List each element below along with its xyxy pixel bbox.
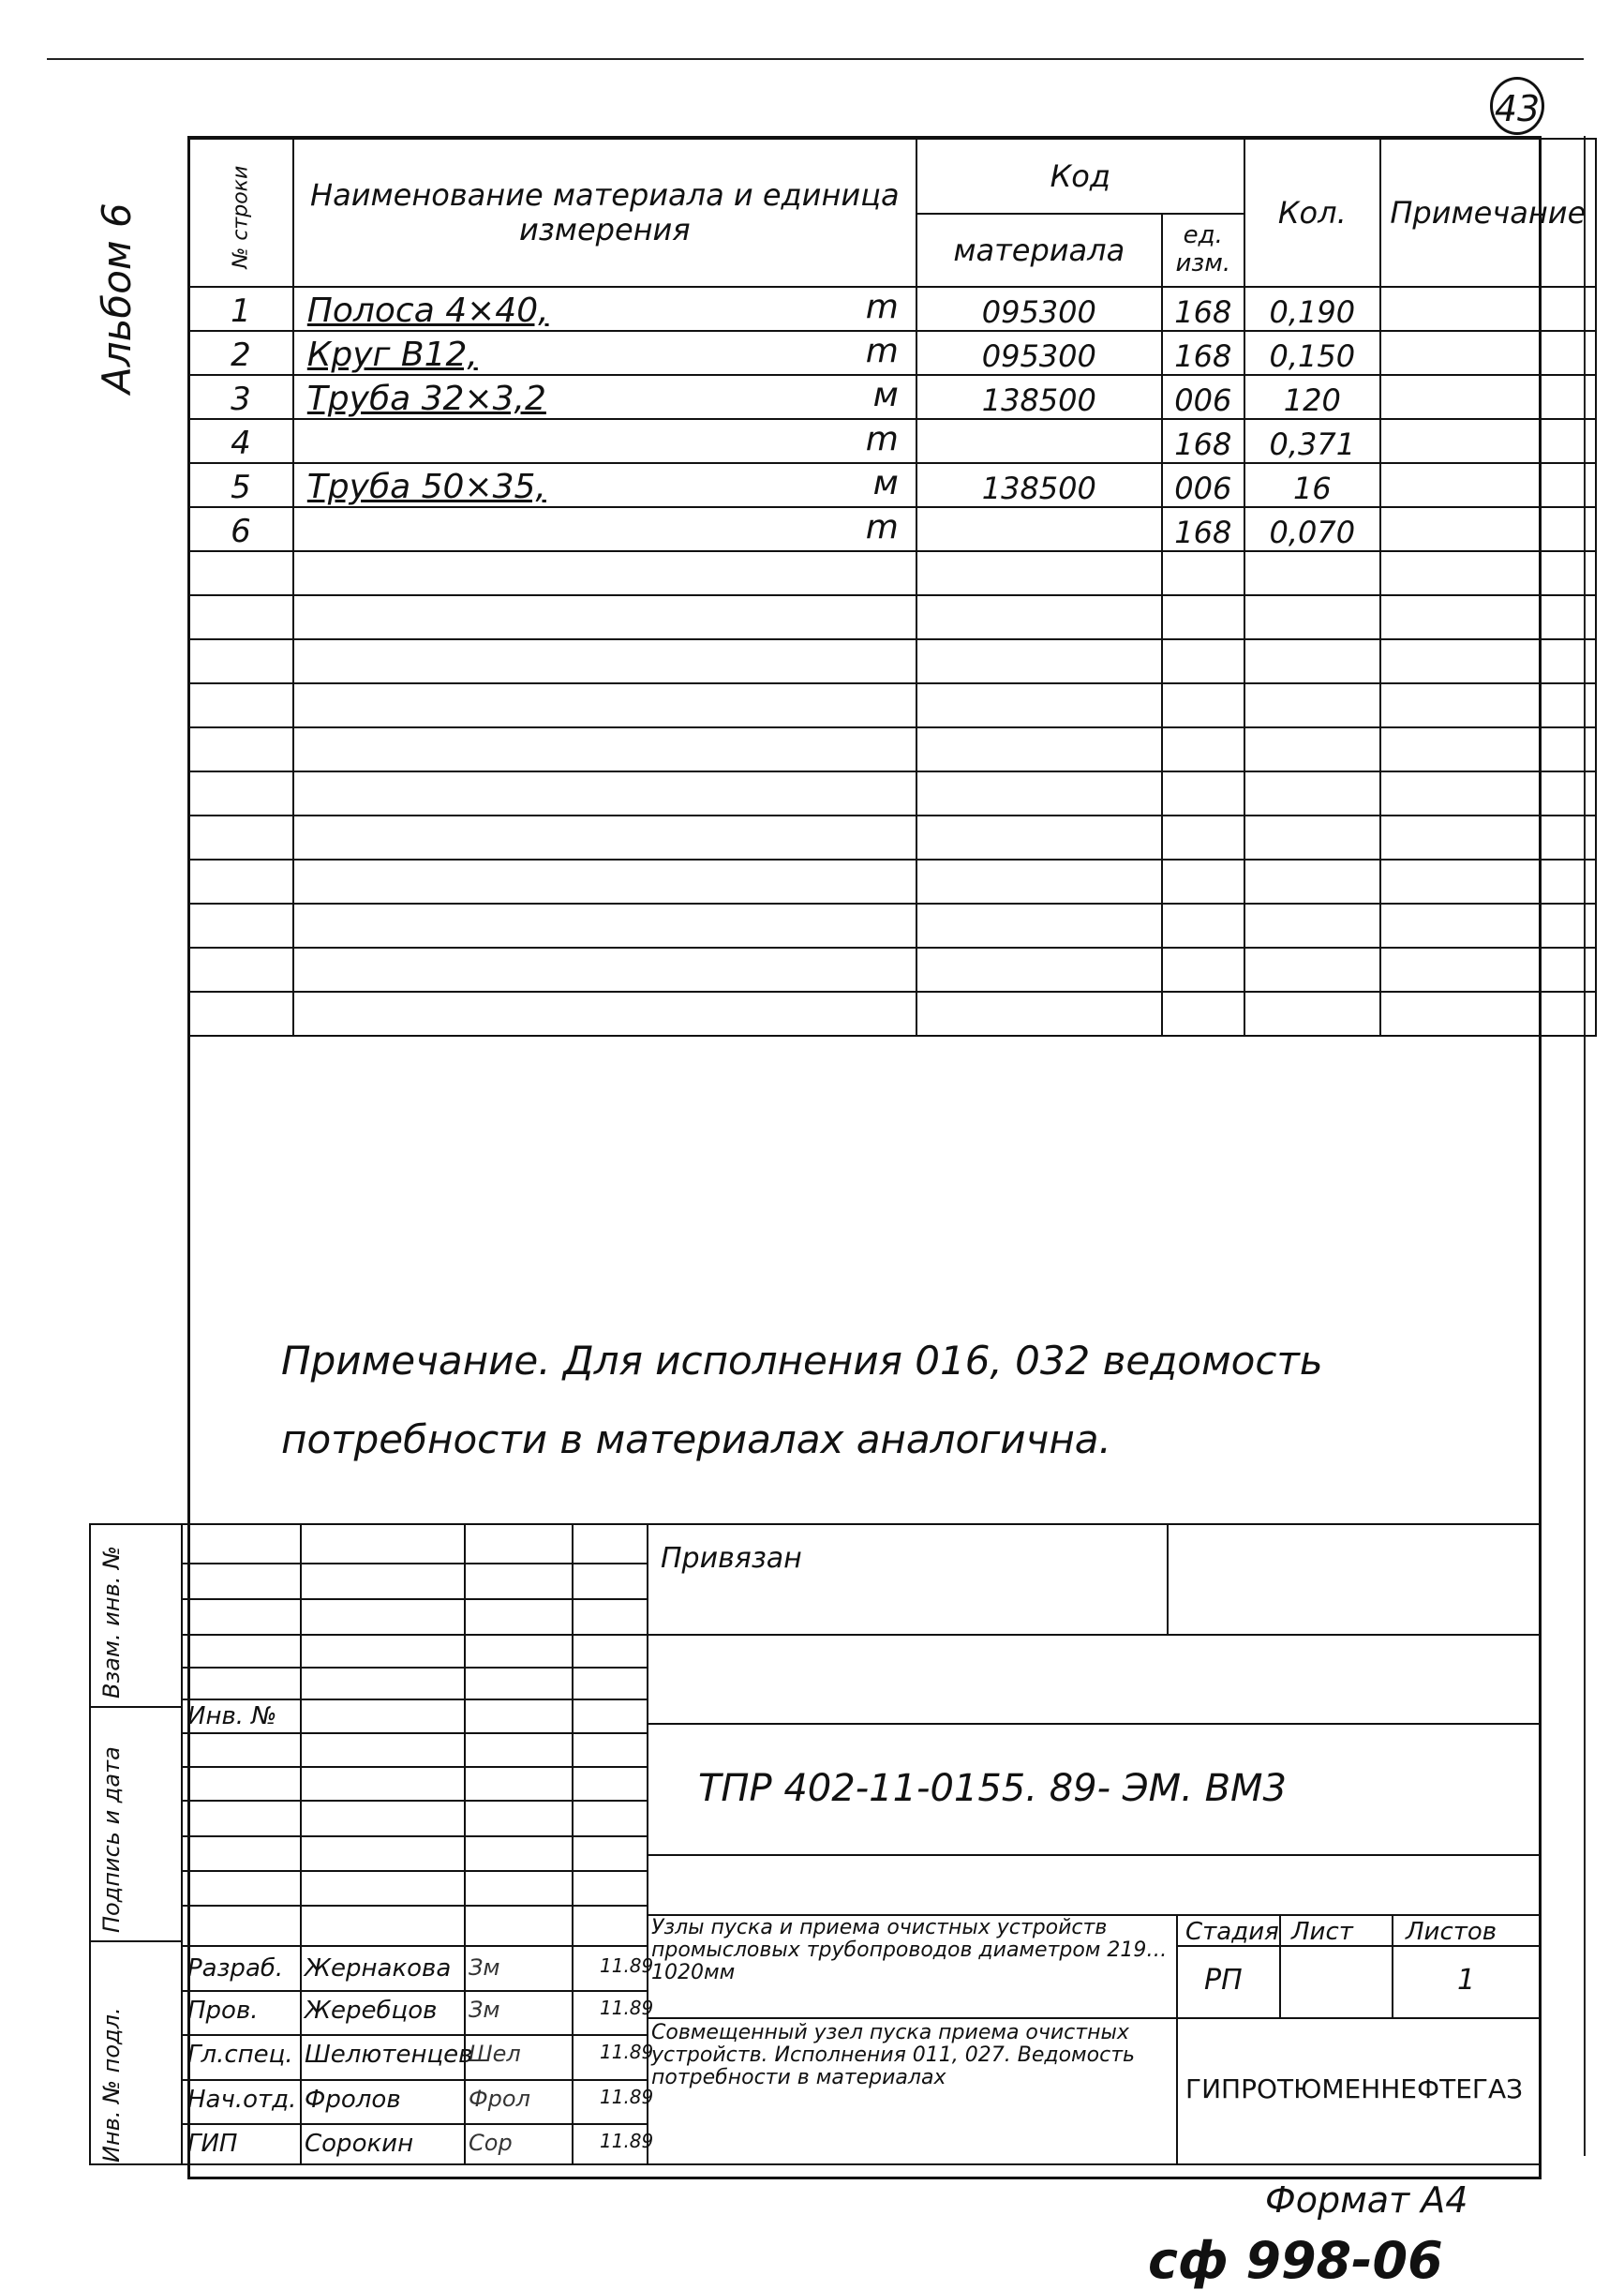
empty-row [188, 595, 1596, 639]
row-number: 1 [188, 287, 293, 331]
empty-cell [1162, 727, 1244, 771]
empty-cell [1380, 595, 1596, 639]
empty-cell [1380, 860, 1596, 904]
empty-cell [1162, 771, 1244, 816]
empty-row [188, 948, 1596, 992]
header-name: Наименование материала и единица измерения [293, 139, 916, 287]
sheet-title: Совмещенный узел пуска приема очистных устройств. Исполнения 011, 027. Ведомость потребности в материалах [651, 2021, 1135, 2089]
material-name-text: Полоса 4×40, [306, 292, 549, 330]
empty-row [188, 816, 1596, 860]
header-code-material: материала [916, 214, 1162, 287]
podpis-label: Подпись и дата [98, 1746, 125, 1933]
unit-code: 006 [1162, 375, 1244, 419]
empty-row [188, 771, 1596, 816]
empty-row [188, 860, 1596, 904]
empty-cell [188, 771, 293, 816]
empty-row [188, 639, 1596, 683]
sign-date: 11.89 [600, 2041, 654, 2063]
empty-cell [188, 948, 293, 992]
inv-podl-label: Инв. № подл. [98, 2007, 125, 2163]
person-signature: Зм [469, 1954, 500, 1981]
empty-cell [188, 904, 293, 948]
empty-cell [1380, 683, 1596, 727]
empty-cell [1380, 816, 1596, 860]
empty-cell [293, 816, 916, 860]
sign-date: 11.89 [600, 1997, 654, 2019]
document-code: ТПР 402-11-0155. 89- ЭМ. ВМ3 [698, 1767, 1288, 1810]
person-name: Жернакова [305, 1954, 452, 1983]
material-name [293, 463, 916, 507]
empty-row [188, 727, 1596, 771]
person-role: Гл.спец. [187, 2041, 293, 2069]
empty-cell [1162, 992, 1244, 1036]
empty-cell [293, 683, 916, 727]
person-role: Разраб. [187, 1954, 284, 1983]
footer-code: сф 998-06 [1148, 2231, 1443, 2290]
empty-cell [1162, 595, 1244, 639]
organization: ГИПРОТЮМЕННЕФТЕГАЗ [1185, 2073, 1524, 2104]
top-rule [47, 58, 1584, 60]
empty-cell [293, 551, 916, 595]
quantity: 0,070 [1244, 507, 1380, 551]
format-label: Формат А4 [1265, 2179, 1468, 2221]
empty-cell [1162, 639, 1244, 683]
header-note: Примечание [1380, 139, 1596, 287]
empty-cell [1244, 992, 1380, 1036]
material-unit: m [865, 420, 899, 458]
table-row [188, 331, 1596, 375]
empty-cell [1380, 904, 1596, 948]
person-signature: Сор [469, 2130, 513, 2156]
empty-cell [1380, 639, 1596, 683]
note-cell [1380, 331, 1596, 375]
empty-cell [1162, 551, 1244, 595]
quantity: 120 [1244, 375, 1380, 419]
empty-cell [916, 992, 1162, 1036]
privyazan-label: Привязан [661, 1542, 802, 1575]
row-number: 6 [188, 507, 293, 551]
empty-cell [916, 816, 1162, 860]
header-qty: Кол. [1244, 139, 1380, 287]
empty-cell [1244, 551, 1380, 595]
row-number: 2 [188, 331, 293, 375]
quantity: 0,190 [1244, 287, 1380, 331]
empty-cell [188, 860, 293, 904]
empty-cell [916, 683, 1162, 727]
project-title: Узлы пуска и приема очистных устройств промысловых трубопроводов диаметром 219… 1020мм [651, 1916, 1168, 1984]
empty-cell [188, 727, 293, 771]
listov-value: 1 [1457, 1964, 1476, 1997]
material-unit: м [872, 376, 899, 414]
material-code [916, 419, 1162, 463]
empty-cell [1244, 727, 1380, 771]
empty-cell [293, 639, 916, 683]
empty-cell [1162, 683, 1244, 727]
empty-row [188, 904, 1596, 948]
header-code-unit: ед. изм. [1162, 214, 1244, 287]
material-unit: m [865, 288, 899, 326]
person-signature: Зм [469, 1997, 500, 2023]
inv-no-label: Инв. № [187, 1702, 277, 1730]
material-code [916, 507, 1162, 551]
empty-cell [916, 948, 1162, 992]
material-name [293, 331, 916, 375]
person-signature: Фрол [469, 2086, 530, 2112]
table-row [188, 375, 1596, 419]
empty-cell [293, 860, 916, 904]
note-cell [1380, 507, 1596, 551]
quantity: 0,150 [1244, 331, 1380, 375]
material-name-text: Труба 50×35, [306, 468, 546, 506]
table-row [188, 287, 1596, 331]
note-cell [1380, 463, 1596, 507]
empty-row [188, 992, 1596, 1036]
empty-cell [1380, 992, 1596, 1036]
stadia-label: Стадия [1185, 1918, 1279, 1946]
person-name: Жеребцов [305, 1997, 438, 2025]
person-role: Пров. [187, 1997, 259, 2025]
empty-cell [1380, 771, 1596, 816]
header-code: Код [916, 139, 1244, 214]
material-unit: m [865, 332, 899, 370]
empty-cell [1162, 816, 1244, 860]
empty-cell [293, 948, 916, 992]
empty-cell [293, 771, 916, 816]
material-name [293, 287, 916, 331]
quantity: 0,371 [1244, 419, 1380, 463]
materials-table [187, 138, 1597, 1345]
material-name [293, 419, 916, 463]
table-row [188, 507, 1596, 551]
person-name: Сорокин [305, 2130, 414, 2158]
album-label: Альбом 6 [94, 202, 140, 394]
sign-date: 11.89 [600, 2086, 654, 2108]
footnote [281, 1322, 1323, 1479]
stamp-side-column [89, 1523, 183, 2165]
material-code: 095300 [916, 331, 1162, 375]
empty-cell [1162, 948, 1244, 992]
empty-cell [916, 551, 1162, 595]
unit-code: 168 [1162, 419, 1244, 463]
unit-code: 168 [1162, 331, 1244, 375]
material-unit: м [872, 464, 899, 502]
table-row [188, 463, 1596, 507]
listov-label: Листов [1406, 1918, 1497, 1946]
empty-cell [1380, 551, 1596, 595]
empty-cell [916, 595, 1162, 639]
empty-cell [1244, 860, 1380, 904]
empty-cell [188, 595, 293, 639]
row-number: 4 [188, 419, 293, 463]
stadia-value: РП [1204, 1964, 1243, 1997]
empty-cell [188, 551, 293, 595]
empty-cell [916, 904, 1162, 948]
table-row [188, 419, 1596, 463]
footnote-line-1: Примечание. Для исполнения 016, 032 ведомость [281, 1338, 1323, 1384]
note-cell [1380, 375, 1596, 419]
material-code: 095300 [916, 287, 1162, 331]
row-number: 5 [188, 463, 293, 507]
empty-cell [188, 683, 293, 727]
materials-rows [188, 287, 1596, 1036]
sign-date: 11.89 [600, 1954, 654, 1977]
sign-date: 11.89 [600, 2130, 654, 2152]
empty-cell [1244, 904, 1380, 948]
note-area [188, 1036, 1596, 1345]
empty-cell [1244, 816, 1380, 860]
empty-cell [1162, 904, 1244, 948]
person-name: Шелютенцев [305, 2041, 473, 2069]
material-name-text: Круг В12, [306, 336, 478, 374]
list-label: Лист [1291, 1918, 1353, 1946]
empty-cell [916, 639, 1162, 683]
material-name [293, 507, 916, 551]
empty-cell [1162, 860, 1244, 904]
empty-row [188, 683, 1596, 727]
material-name-text: Труба 32×3,2 [306, 380, 546, 418]
row-number: 3 [188, 375, 293, 419]
empty-cell [916, 860, 1162, 904]
person-name: Фролов [305, 2086, 401, 2114]
material-code: 138500 [916, 463, 1162, 507]
note-cell [1380, 287, 1596, 331]
empty-row [188, 551, 1596, 595]
unit-code: 168 [1162, 287, 1244, 331]
material-code: 138500 [916, 375, 1162, 419]
person-role: Нач.отд. [187, 2086, 297, 2114]
empty-cell [293, 595, 916, 639]
empty-cell [188, 992, 293, 1036]
person-signature: Шел [469, 2041, 521, 2067]
empty-cell [293, 904, 916, 948]
unit-code: 006 [1162, 463, 1244, 507]
unit-code: 168 [1162, 507, 1244, 551]
material-name [293, 375, 916, 419]
empty-cell [1244, 948, 1380, 992]
vzam-label: Взам. инв. № [98, 1546, 125, 1699]
empty-cell [1244, 771, 1380, 816]
quantity: 16 [1244, 463, 1380, 507]
empty-cell [188, 816, 293, 860]
empty-cell [1244, 639, 1380, 683]
empty-cell [1244, 683, 1380, 727]
empty-cell [916, 771, 1162, 816]
empty-cell [916, 727, 1162, 771]
header-row-no: № строки [188, 139, 293, 287]
material-unit: m [865, 508, 899, 546]
empty-cell [1244, 595, 1380, 639]
footnote-line-2: потребности в материалах аналогична. [281, 1416, 1111, 1462]
empty-cell [1380, 948, 1596, 992]
page-number: 43 [1490, 77, 1544, 135]
note-cell [1380, 419, 1596, 463]
empty-cell [188, 639, 293, 683]
empty-cell [293, 992, 916, 1036]
empty-cell [293, 727, 916, 771]
empty-cell [1380, 727, 1596, 771]
person-role: ГИП [187, 2130, 238, 2158]
